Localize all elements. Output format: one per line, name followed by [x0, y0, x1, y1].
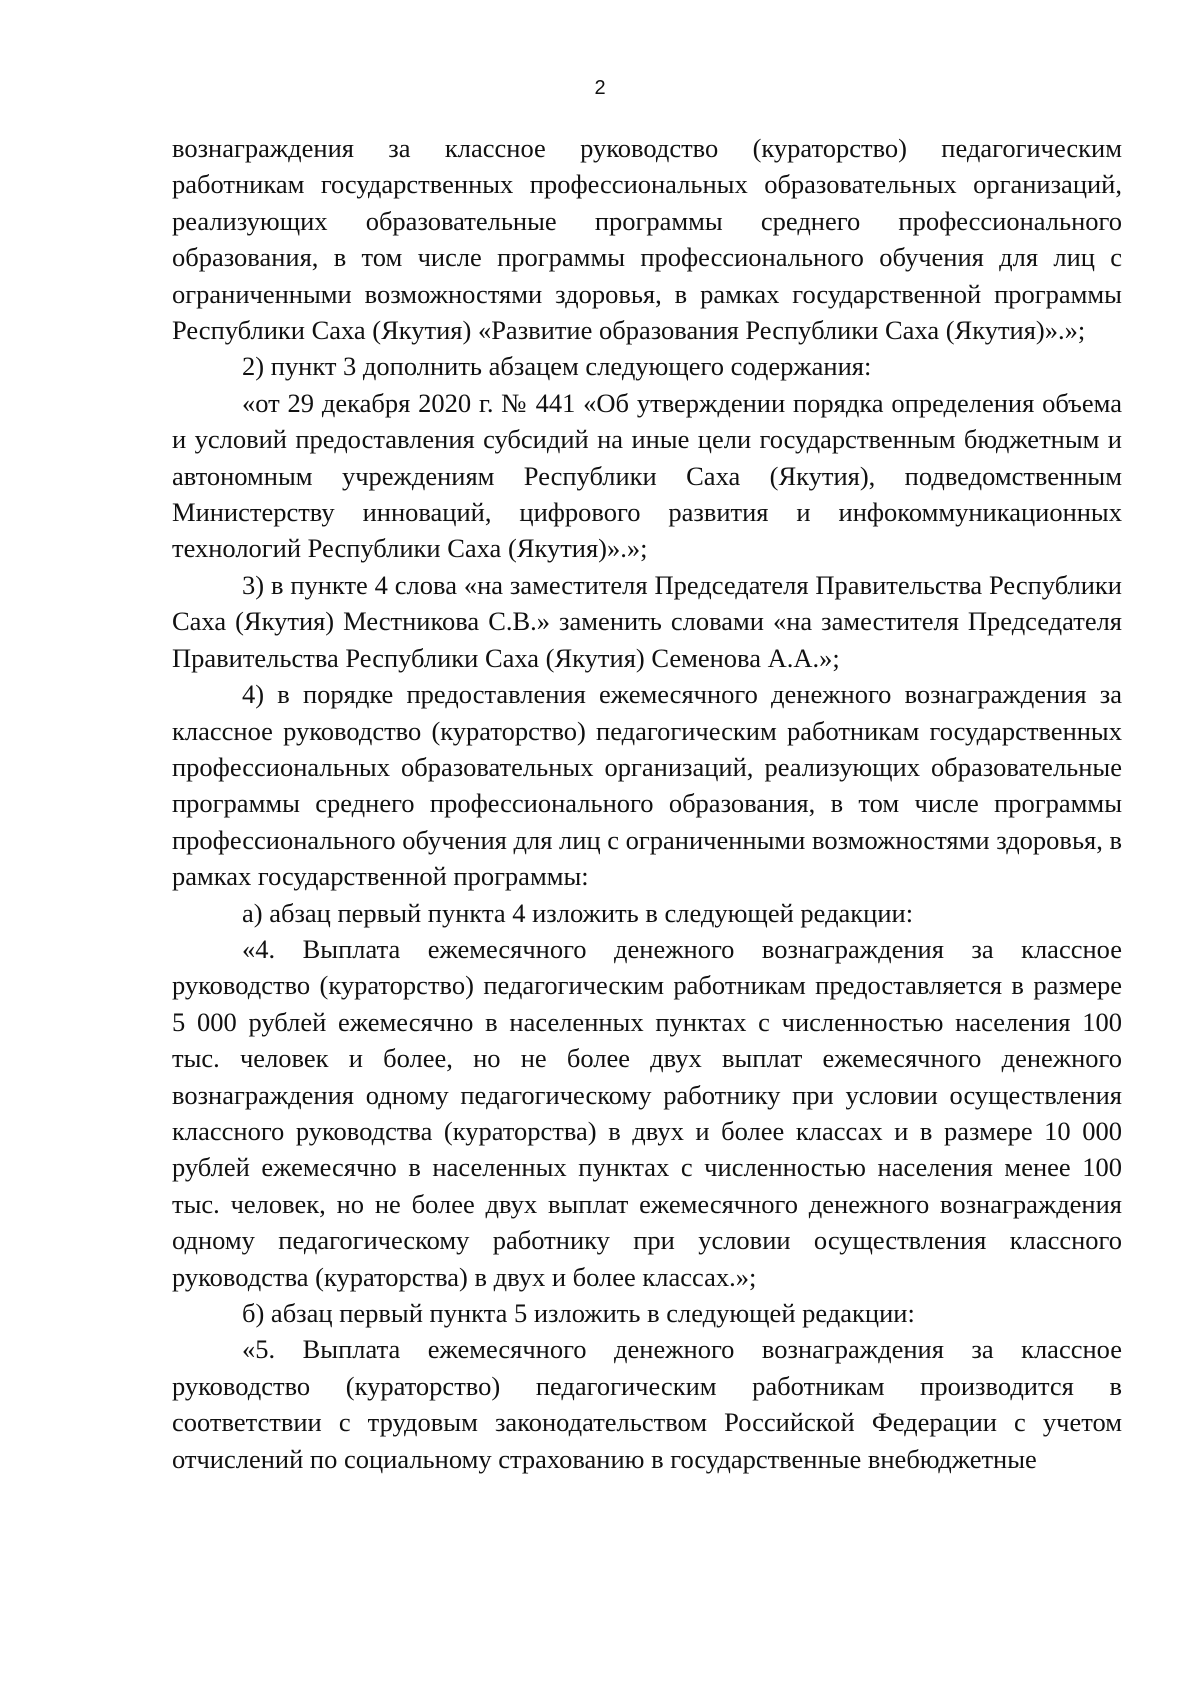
paragraph-quote-point-4: «4. Выплата ежемесячного денежного вознаграждения за классное руководство (кураторство) педагогическим работникам предоставляется в размере 5 000 рублей ежемесячно в населенных пунктах с численностью населения 100 тыс. человек и более, но не более двух выплат ежемесячного денежного вознаграждения одному педагогическому работнику при условии осуществления классного руководства (кураторства) в двух и более классах и в размере 10 000 рублей ежемесячно в населенных пунктах с численностью населения менее 100 тыс. человек, но не более двух выплат ежемесячного денежного вознаграждения одному педагогическому работнику при условии осуществления классного руководства (кураторства) в двух и более классах.»;: [172, 933, 1122, 1292]
page-number: 2: [594, 77, 606, 99]
paragraph-continuation: вознаграждения за классное руководство (кураторство) педагогическим работникам государственных профессиональных образовательных организаций, реализующих образовательные программы среднего профессионального образования, в том числе программы профессионального обучения для лиц с ограниченными возможностями здоровья, в рамках государственной программы Республики Саха (Якутия) «Развитие образования Республики Саха (Якутия)».»;: [172, 133, 1122, 346]
paragraph-quote-441: «от 29 декабря 2020 г. № 441 «Об утверждении порядка определения объема и условий предоставления субсидий на иные цели государственным бюджетным и автономным учреждениям Республики Саха (Якутия), подведомственным Министерству инноваций, цифрового развития и инфокоммуникационных технологий Республики Саха (Якутия)».»;: [172, 387, 1122, 564]
paragraph-subitem-b: б) абзац первый пункта 5 изложить в следующей редакции:: [242, 1298, 915, 1328]
paragraph-item-3: 3) в пункте 4 слова «на заместителя Председателя Правительства Республики Саха (Якутия) Местникова С.В.» заменить словами «на заместителя Председателя Правительства Республики Саха (Якутия) Семенова А.А.»;: [172, 569, 1122, 673]
paragraph-quote-point-5: «5. Выплата ежемесячного денежного вознаграждения за классное руководство (кураторство) педагогическим работникам производится в соответствии с трудовым законодательством Российской Федерации с учетом отчислений по социальному страхованию в государственные внебюджетные: [172, 1334, 1122, 1474]
paragraph-item-2: 2) пункт 3 дополнить абзацем следующего содержания:: [242, 351, 872, 382]
paragraph-subitem-a: а) абзац первый пункта 4 изложить в следующей редакции:: [242, 897, 914, 928]
document-body: [172, 130, 1122, 1477]
paragraph-item-4: 4) в порядке предоставления ежемесячного денежного вознаграждения за классное руководство (кураторство) педагогическим работникам государственных профессиональных образовательных организаций, реализующих образовательные программы среднего профессионального образования, в том числе программы профессионального обучения для лиц с ограниченными возможностями здоровья, в рамках государственной программы:: [172, 679, 1122, 892]
